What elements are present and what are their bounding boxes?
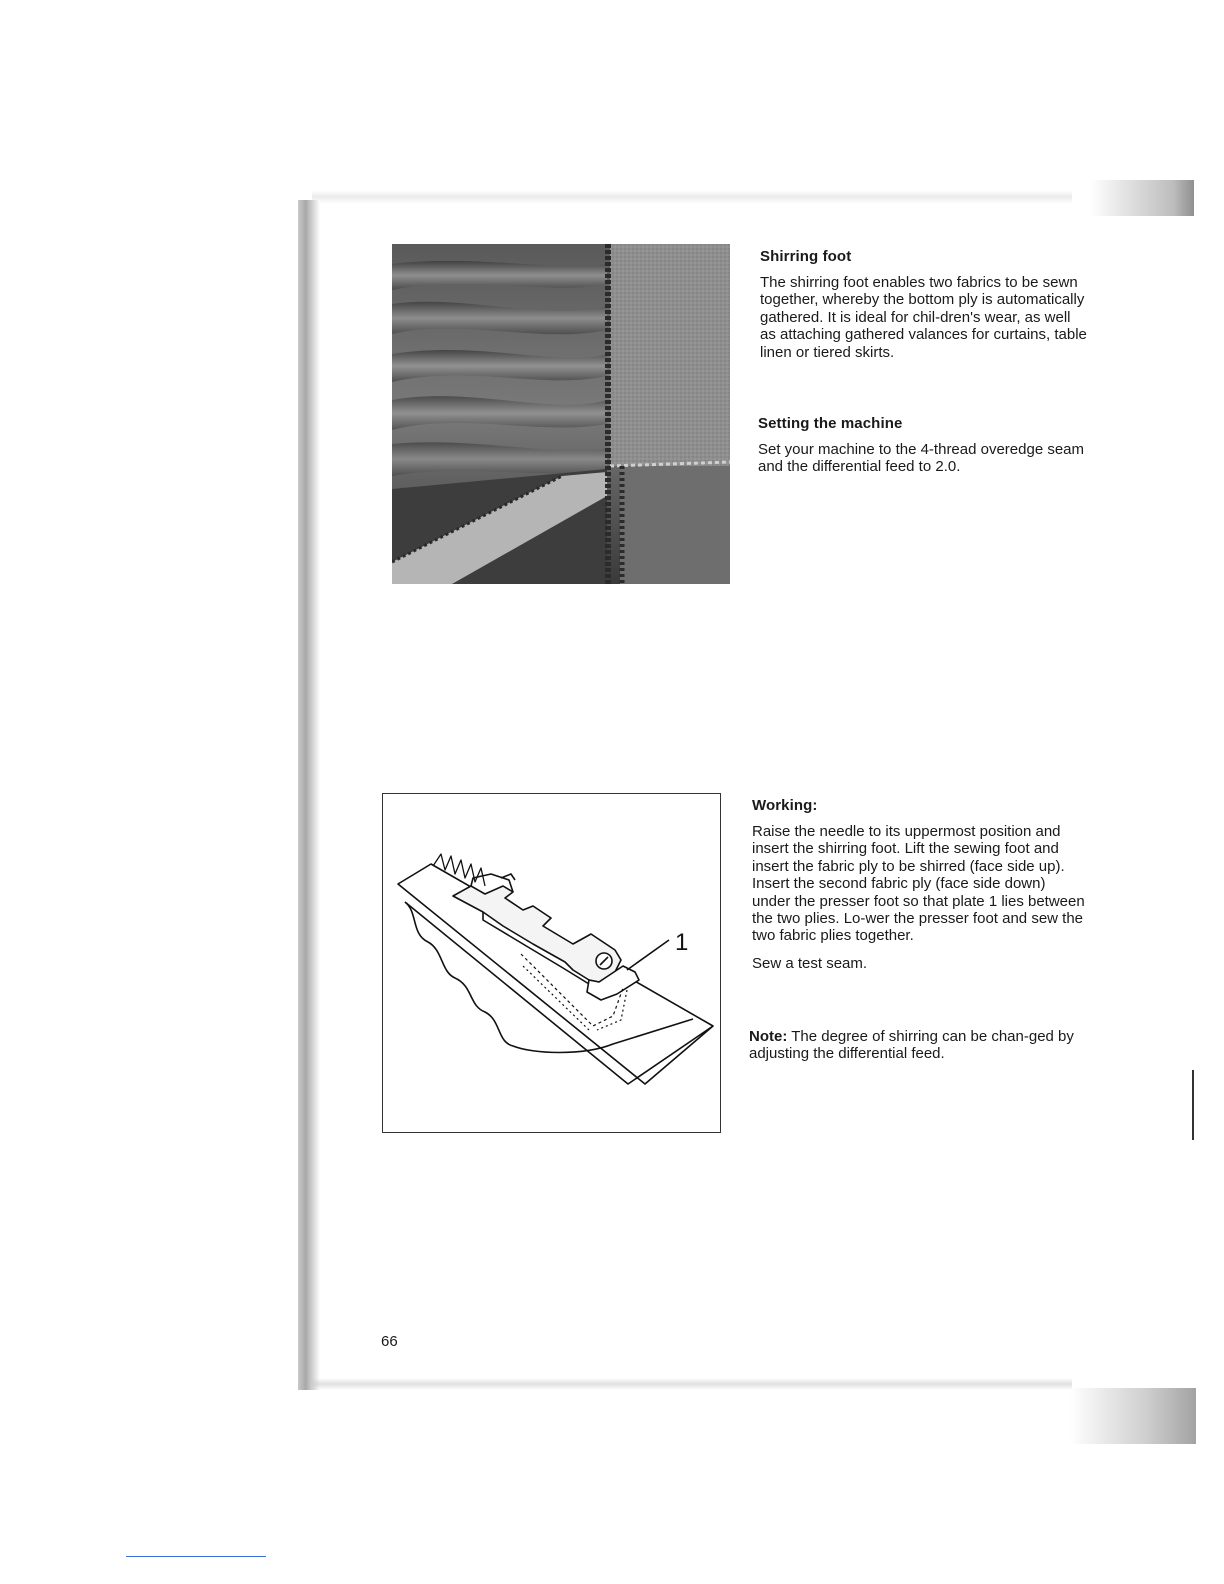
section-body: Raise the needle to its uppermost position and insert the shirring foot. Lift the sewing foot and insert the fabric ply to be shirred (face side up). Insert the second fabric ply (face side down) under the presser foot so that plate 1 lies between the two plies. Lo-wer the presser foot and sew the two fabric plies together.	[752, 823, 1085, 945]
section-body: The shirring foot enables two fabrics to be sewn together, whereby the bottom ply is automatically gathered. It is ideal for chil-dren's wear, as well as attaching gathered valances for curtains, table linen or tiered skirts.	[760, 274, 1087, 361]
shirring-foot-illustration	[382, 793, 721, 1133]
section-heading: Setting the machine	[758, 415, 903, 432]
section-body: Set your machine to the 4-thread overedge seam and the differential feed to 2.0.	[758, 441, 1085, 476]
scan-corner-shadow	[1090, 180, 1194, 216]
page-number: 66	[381, 1333, 398, 1350]
test-seam-text: Sew a test seam.	[752, 954, 868, 972]
shirred-fabric-photo	[392, 244, 730, 584]
section-heading: Shirring foot	[760, 248, 852, 265]
scan-corner-shadow	[1070, 1388, 1196, 1444]
working-section	[752, 797, 1087, 972]
scan-top-edge	[312, 190, 1072, 204]
note-label: Note:	[749, 1028, 788, 1045]
note-text: The degree of shirring can be chan-ged by adjusting the differential feed.	[749, 1028, 1074, 1063]
scan-mark	[1192, 1070, 1194, 1140]
section-heading: Working:	[752, 797, 818, 814]
scan-bottom-edge	[312, 1378, 1072, 1390]
note-paragraph	[749, 1028, 1079, 1063]
scan-left-edge	[298, 200, 320, 1390]
shirring-foot-section	[760, 248, 1090, 361]
plate-callout-number: 1	[675, 929, 689, 956]
scan-underline-mark	[126, 1556, 266, 1557]
note-section	[749, 1028, 1079, 1063]
setting-machine-section	[758, 415, 1093, 476]
